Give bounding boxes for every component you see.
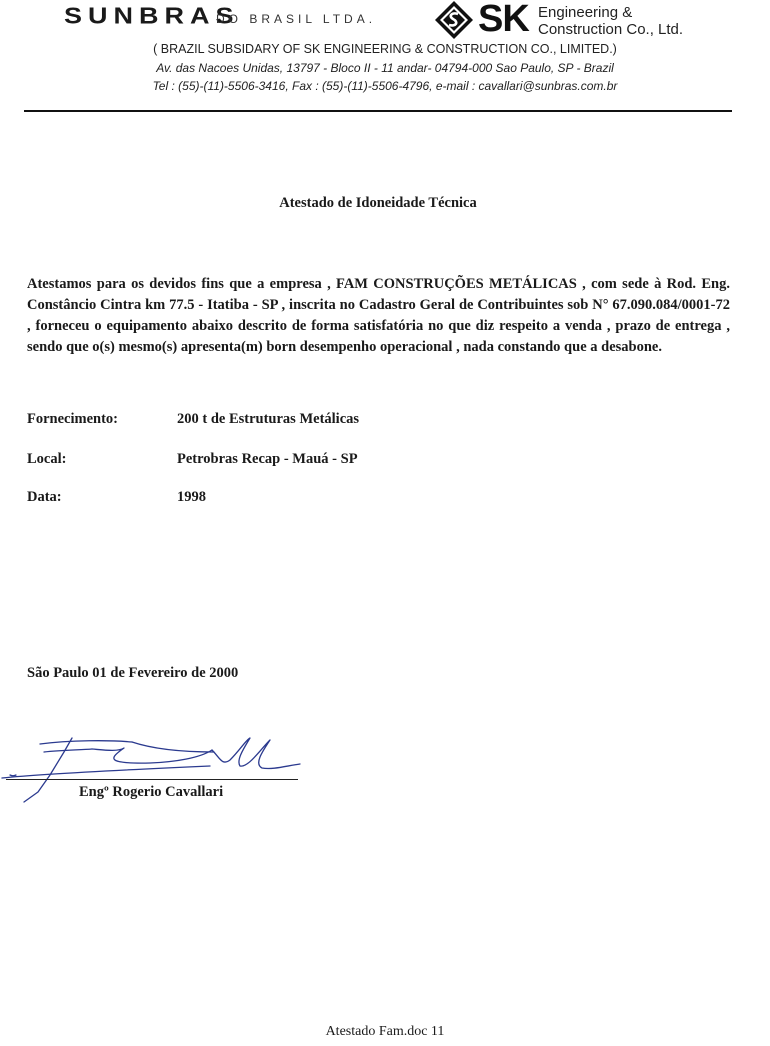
company-brand: SUNBRAS [64,3,240,29]
address-line: Av. das Nacoes Unidas, 13797 - Bloco II - 11 andar- 04794-000 Sao Paulo, SP - Brazil [156,61,614,75]
field-label-location: Local: [27,451,67,467]
partner-name-line1: Engineering & [538,4,633,21]
sk-logo-icon [434,0,474,40]
partner-name-line2: Construction Co., Ltd. [538,21,684,38]
company-brand-suffix: DO BRASIL LTDA. [216,12,377,26]
partner-name [538,4,683,38]
signer-name: Engº Rogerio Cavallari [79,784,224,800]
field-label-supply: Fornecimento: [27,411,118,427]
signature-line [6,779,298,780]
document-title: Atestado de Idoneidade Técnica [279,195,477,211]
body-paragraph: Atestamos para os devidos fins que a empresa , FAM CONSTRUÇÕES METÁLICAS , com sede à Rod. Eng. Constâncio Cintra km 77.5 - Itatiba - SP , inscrita no Cadastro Geral de Contribuintes sob N° 67.090.084/0001-72 , forneceu o equipamento abaixo descrito de forma satisfatória no que diz respeito a venda , prazo de entrega , sendo que o(s) mesmo(s) apresenta(m) born desempenho operacional , nada constando que a desabone. [27,276,730,355]
field-value-date: 1998 [177,489,206,505]
header-divider [24,110,732,112]
place-and-date: São Paulo 01 de Fevereiro de 2000 [27,665,239,681]
footer-filename: Atestado Fam.doc 11 [325,1024,445,1039]
partner-mark: SK [478,0,529,40]
subsidiary-line: ( BRAZIL SUBSIDARY OF SK ENGINEERING & CONSTRUCTION CO., LIMITED.) [153,42,617,56]
field-value-location: Petrobras Recap - Mauá - SP [177,451,358,467]
field-label-date: Data: [27,489,62,505]
contact-line: Tel : (55)-(11)-5506-3416, Fax : (55)-(11)-5506-4796, e-mail : cavallari@sunbras.com.br [152,79,618,93]
field-value-supply: 200 t de Estruturas Metálicas [177,411,360,427]
